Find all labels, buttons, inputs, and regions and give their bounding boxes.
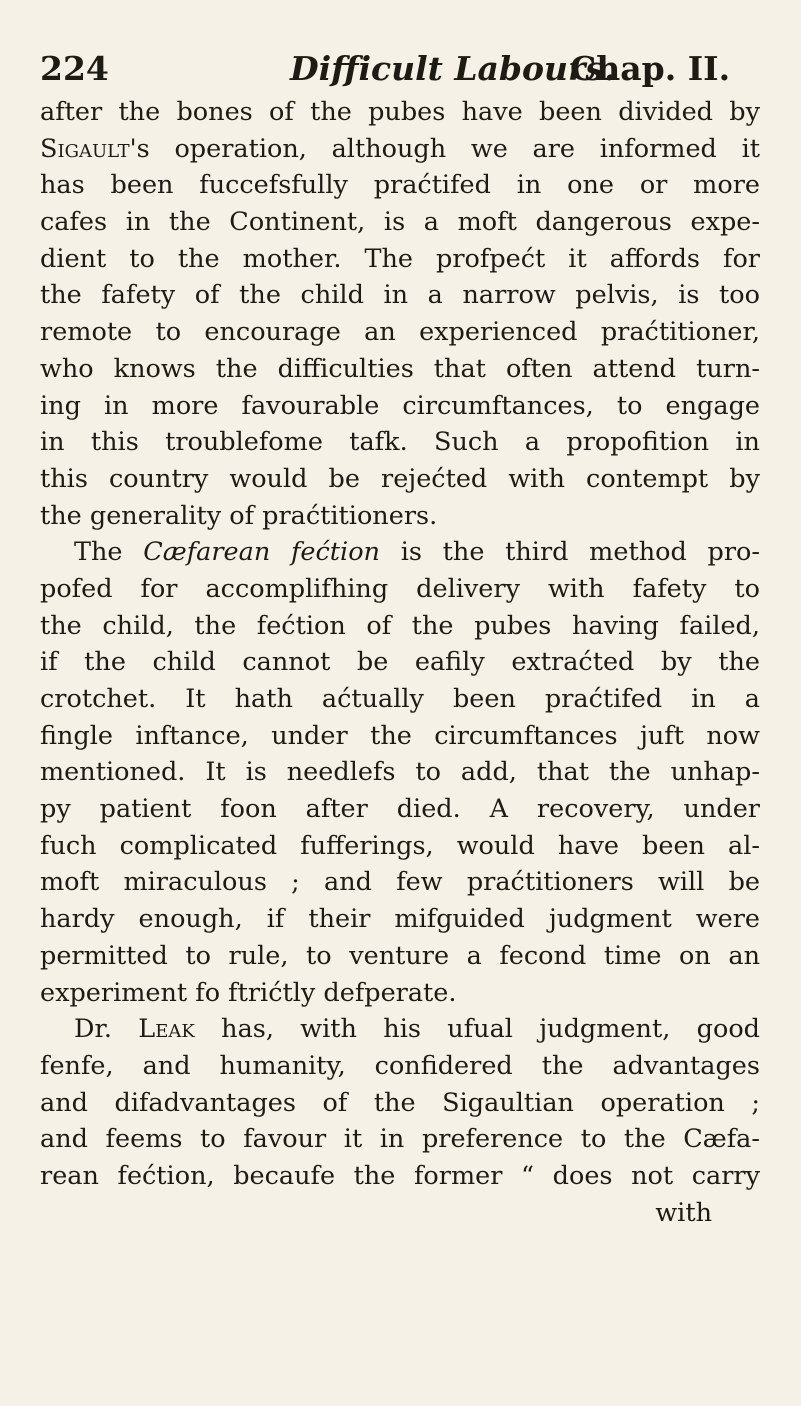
body-text	[40, 94, 760, 1231]
text-line	[40, 131, 760, 168]
text-line	[40, 1011, 760, 1048]
text-line: in this troublefome tafk. Such a propofition in	[40, 427, 760, 458]
text-line	[40, 534, 760, 571]
page-header	[40, 44, 760, 94]
text-line: and difadvantages of the Sigaultian operation ;	[40, 1087, 760, 1118]
name-small-caps: Leak	[138, 1014, 195, 1045]
text-line: remote to encourage an experienced praćtitioner,	[40, 317, 760, 348]
text-line: ing in more favourable circumftances, to engage	[40, 390, 760, 421]
text-line: the fafety of the child in a narrow pelvis, is too	[40, 280, 760, 311]
text-line: crotchet. It hath aćtually been praćtifed in a	[40, 684, 760, 714]
chapter-label: Chap. II.	[570, 49, 731, 88]
text-line: with	[655, 1197, 712, 1228]
text-line: after the bones of the pubes have been divided by	[40, 97, 760, 127]
italic-term: Cæfarean fećtion	[143, 537, 380, 568]
text-line: pofed for accomplifhing delivery with fafety to	[40, 573, 760, 604]
text-line: moft miraculous ; and few praćtitioners will be	[40, 867, 760, 898]
running-title: Difficult Labours.	[290, 49, 616, 88]
text-line: fingle inftance, under the circumftances juft now	[40, 720, 760, 751]
text-line: hardy enough, if their mifguided judgment were	[40, 904, 760, 935]
text-line: has been fuccefsfully praćtifed in one or more	[40, 170, 760, 201]
text-line: the generality of praćtitioners.	[40, 500, 438, 531]
text-line: rean fećtion, becaufe the former “ does not carry	[40, 1160, 760, 1191]
text-line: py patient foon after died. A recovery, under	[40, 794, 760, 825]
text-line: who knows the difficulties that often attend turn-	[40, 353, 760, 384]
text-segment: The	[74, 537, 144, 568]
text-line: fenfe, and humanity, confidered the advantages	[40, 1050, 760, 1081]
text-segment: has, with his ufual judgment, good	[194, 1014, 760, 1045]
text-line: mentioned. It is needlefs to add, that the unhap-	[40, 757, 760, 788]
text-segment: 's operation, although we are informed it	[129, 133, 760, 164]
text-segment: is the third method pro-	[379, 537, 760, 568]
text-line: if the child cannot be eafily extraćted by the	[40, 647, 760, 678]
text-segment: Dr.	[74, 1014, 139, 1045]
text-line: cafes in the Continent, is a moft dangerous expe-	[40, 207, 760, 238]
name-small-caps: Sigault	[40, 133, 130, 164]
text-line: the child, the fećtion of the pubes having failed,	[40, 610, 760, 641]
text-line: permitted to rule, to venture a fecond time on an	[40, 940, 760, 971]
page-number: 224	[40, 49, 109, 88]
text-line: fuch complicated fufferings, would have been al-	[40, 830, 760, 861]
text-line: experiment fo ftrićtly defperate.	[40, 977, 457, 1008]
text-line: dient to the mother. The profpećt it affords for	[40, 243, 760, 274]
text-line: this country would be rejećted with contempt by	[40, 463, 760, 494]
text-line: and feems to favour it in preference to the Cæfa-	[40, 1124, 760, 1155]
